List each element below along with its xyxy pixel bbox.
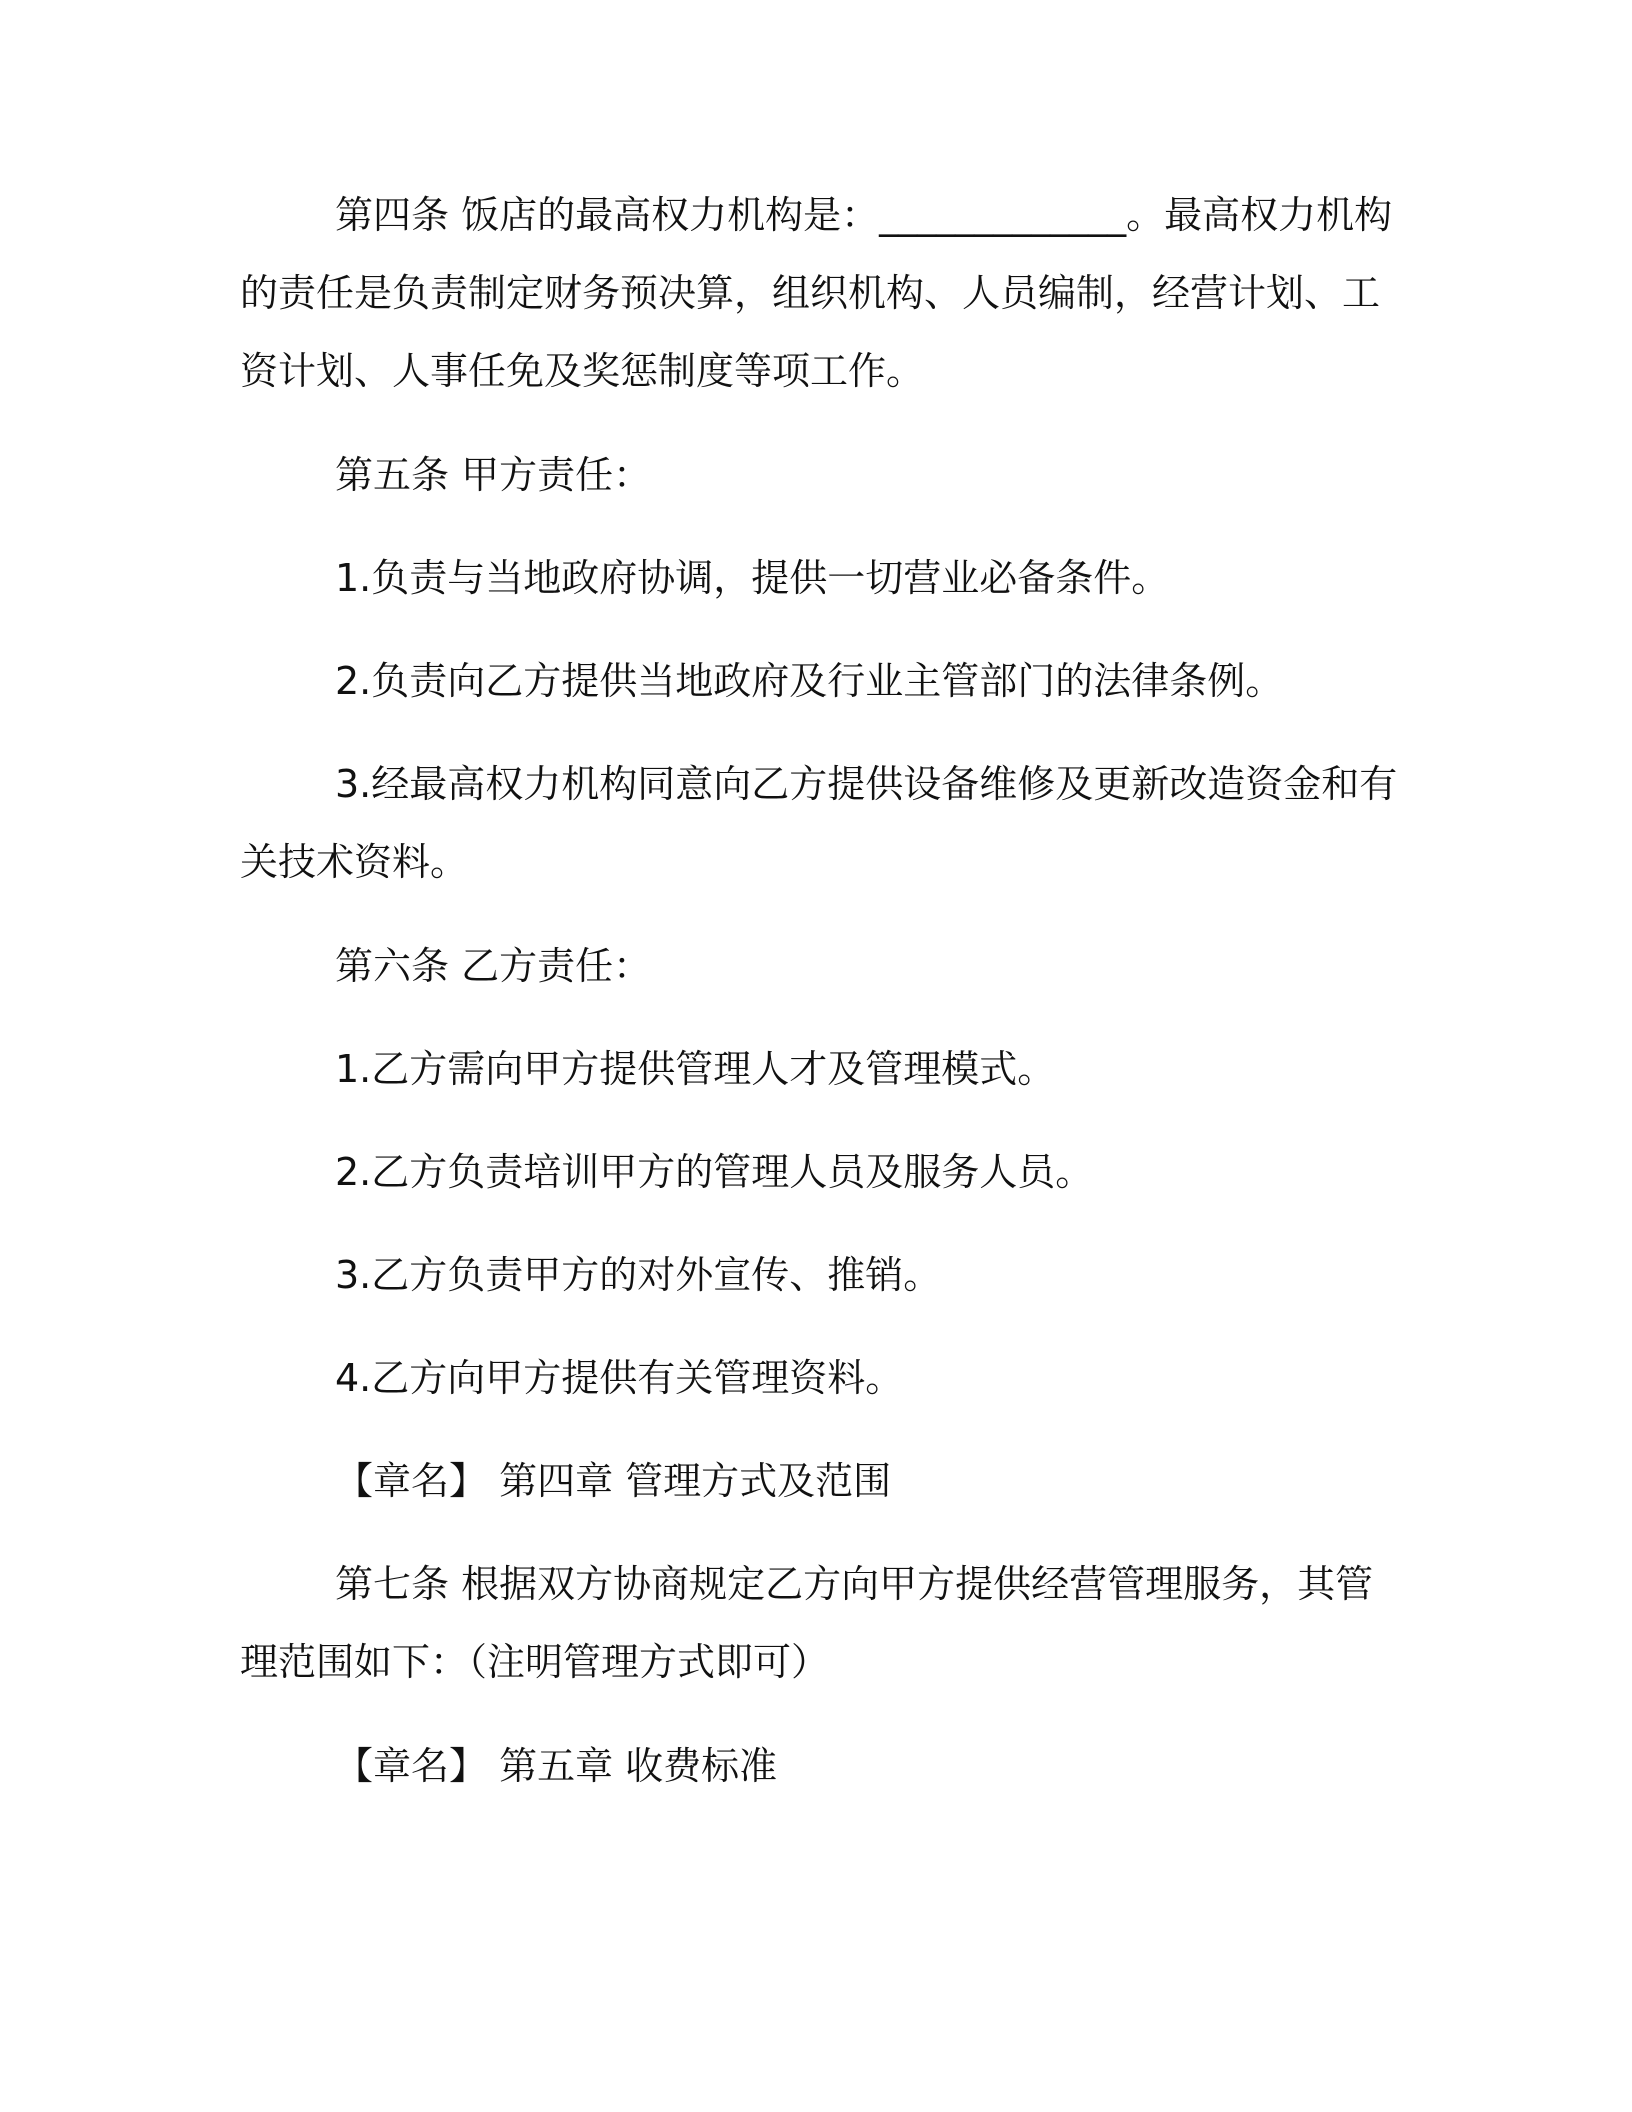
article-5-item-1: 1.负责与当地政府协调，提供一切营业必备条件。: [335, 556, 1170, 600]
article-5-item-2: 2.负责向乙方提供当地政府及行业主管部门的法律条例。: [335, 659, 1284, 703]
chapter-5-heading: 【章名】 第五章 收费标准: [335, 1744, 778, 1788]
article-5-item-3-line-2: 关技术资料。: [240, 840, 469, 884]
article-7-line-2: 理范围如下：（注明管理方式即可）: [240, 1640, 830, 1684]
article-4-line-3: 资计划、人事任免及奖惩制度等项工作。: [240, 349, 925, 393]
article-6-heading: 第六条 乙方责任：: [335, 944, 652, 988]
article-6-item-4: 4.乙方向甲方提供有关管理资料。: [335, 1356, 904, 1400]
article-5-heading: 第五条 甲方责任：: [335, 453, 652, 497]
article-6-item-1: 1.乙方需向甲方提供管理人才及管理模式。: [335, 1047, 1056, 1091]
article-5-item-3-line-1: 3.经最高权力机构同意向乙方提供设备维修及更新改造资金和有: [335, 762, 1398, 806]
chapter-4-heading: 【章名】 第四章 管理方式及范围: [335, 1459, 892, 1503]
article-4-line-2: 的责任是负责制定财务预决算，组织机构、人员编制，经营计划、工: [240, 271, 1381, 315]
article-4-line-1: 第四条 饭店的最高权力机构是：_____________。最高权力机构: [335, 193, 1393, 237]
article-6-item-3: 3.乙方负责甲方的对外宣传、推销。: [335, 1253, 942, 1297]
article-6-item-2: 2.乙方负责培训甲方的管理人员及服务人员。: [335, 1150, 1094, 1194]
article-7-line-1: 第七条 根据双方协商规定乙方向甲方提供经营管理服务，其管: [335, 1562, 1374, 1606]
